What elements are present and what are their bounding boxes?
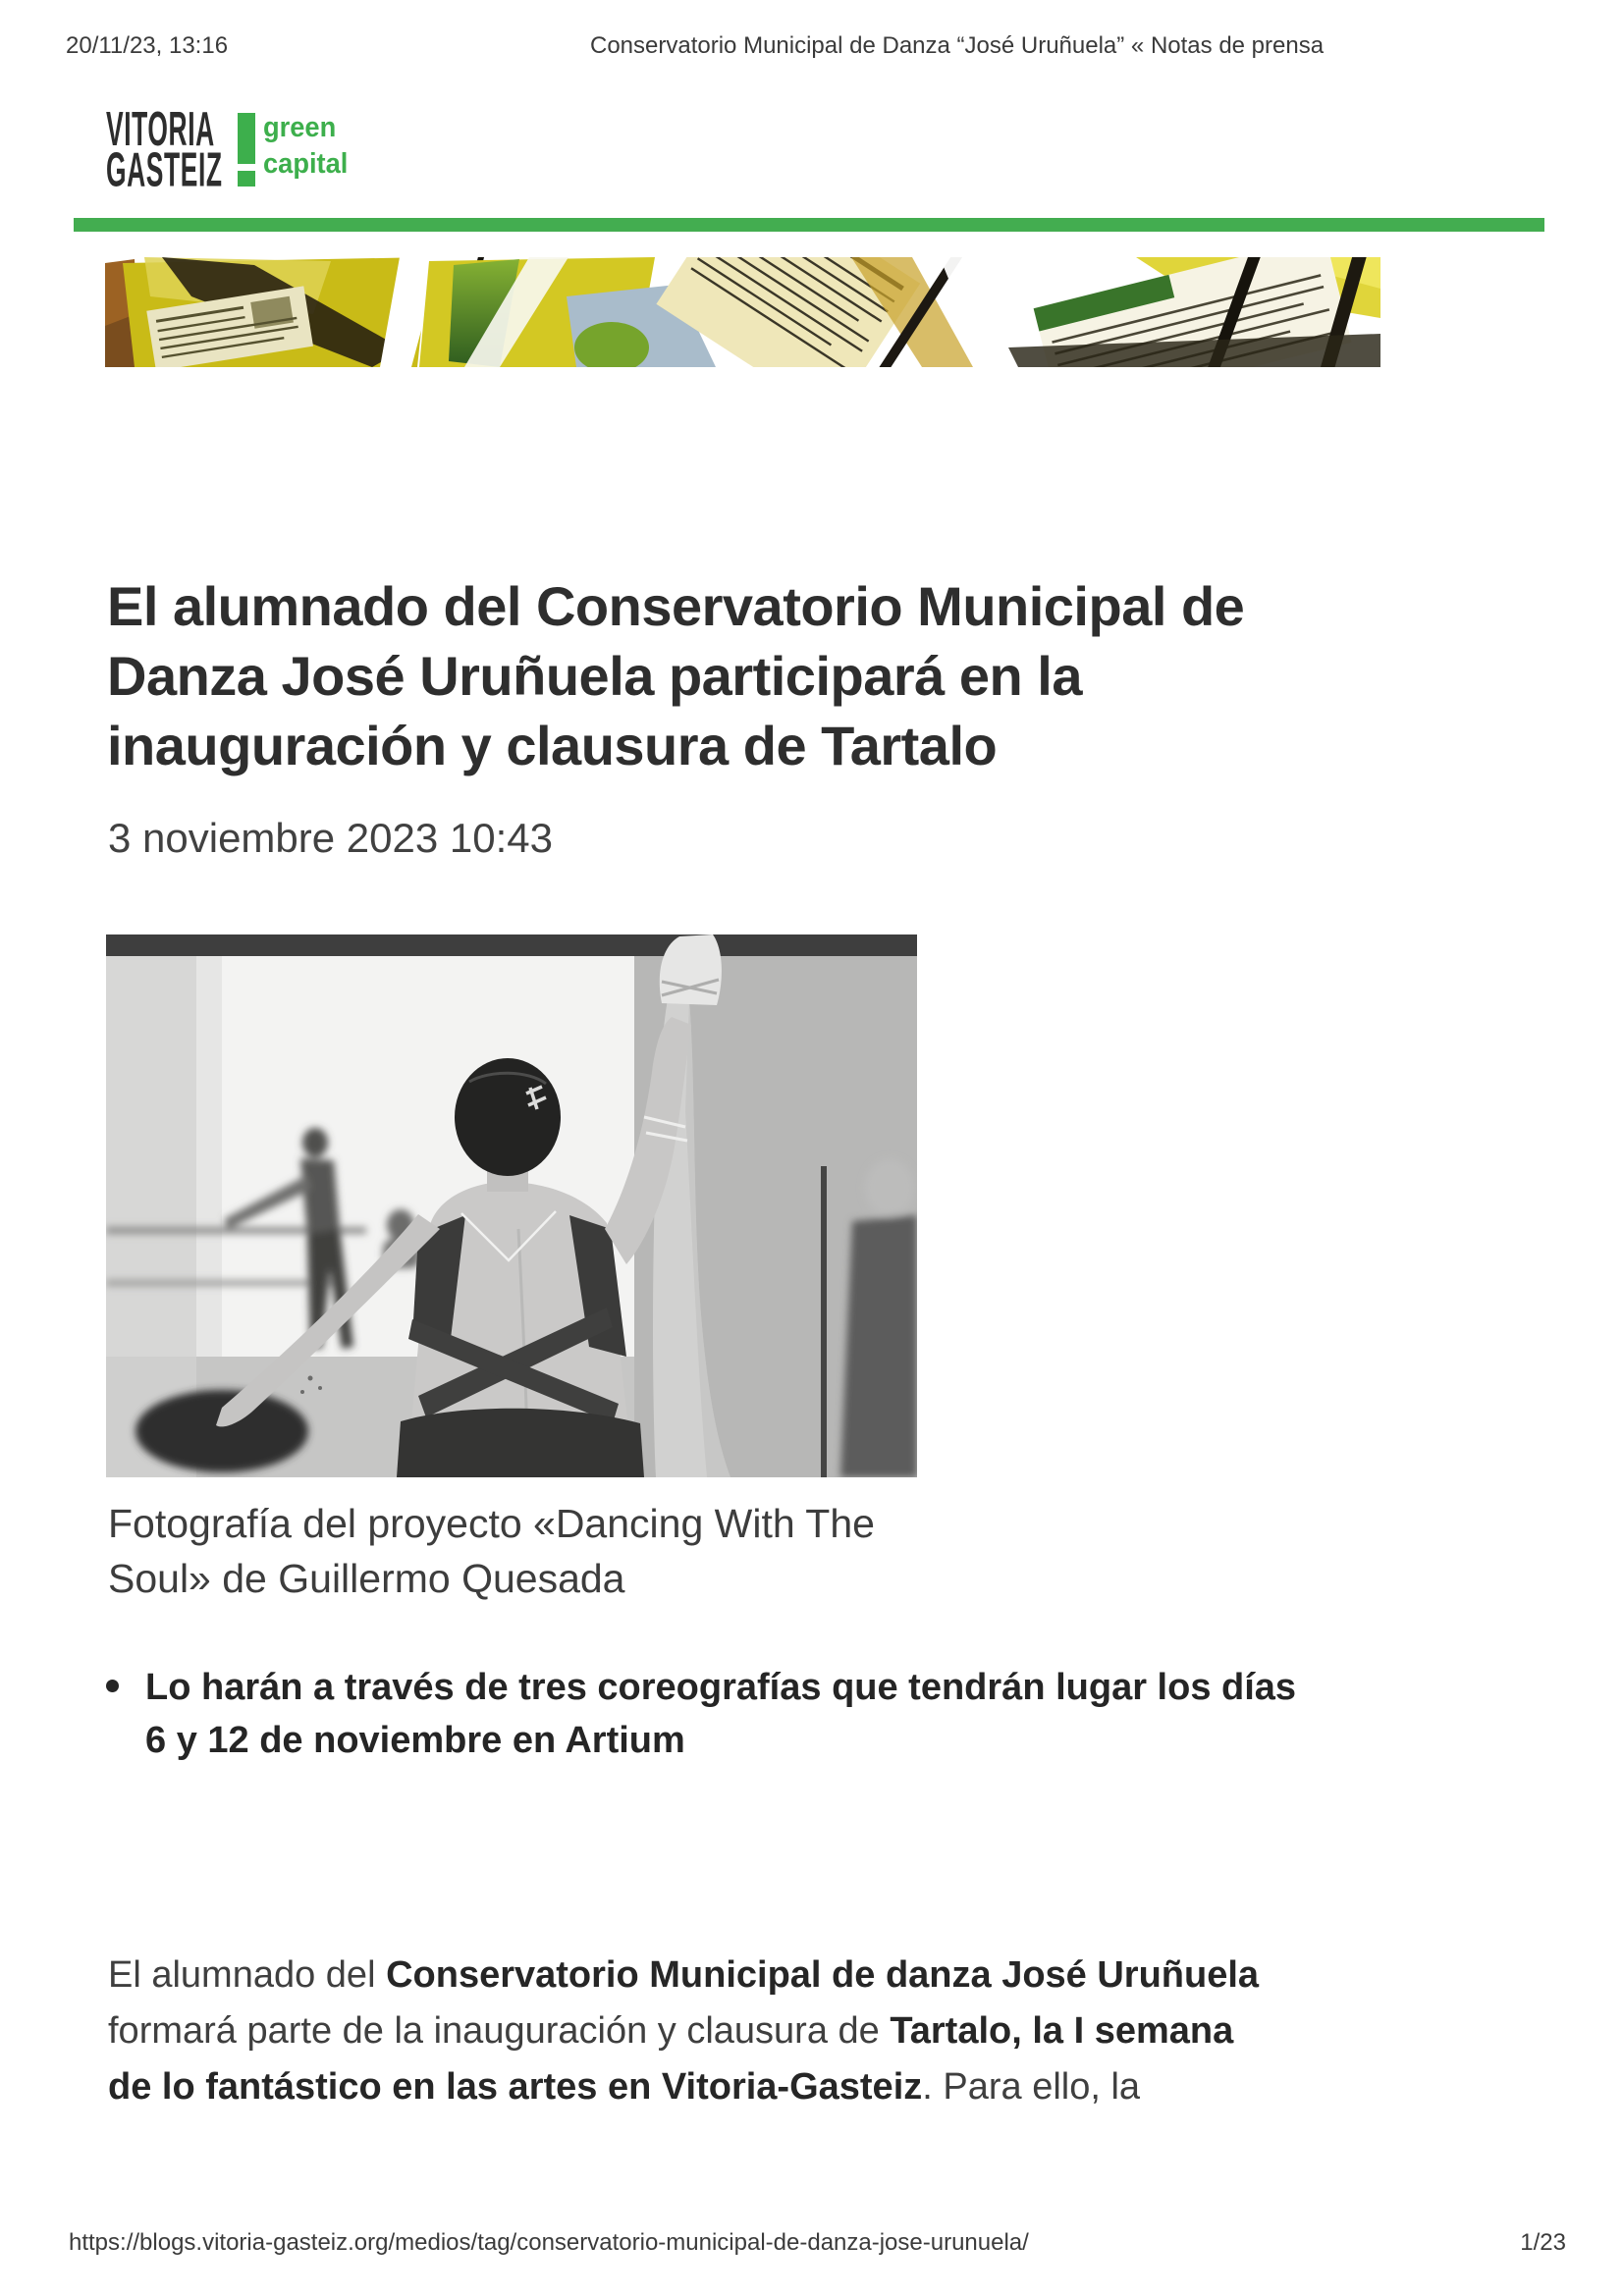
paragraph-line <box>108 2059 1259 2115</box>
paragraph-line <box>108 1948 1259 2003</box>
print-footer-url: https://blogs.vitoria-gasteiz.org/medios/tag/conservatorio-municipal-de-danza-jose-urunuela/ <box>69 2229 1029 2256</box>
photo-caption <box>108 1496 875 1606</box>
logo-green-capital <box>263 110 348 183</box>
paragraph-text: . Para ello, la <box>922 2066 1141 2108</box>
bullet-line: Lo harán a través de tres coreografías que tendrán lugar los días <box>145 1667 1297 1708</box>
logo-word-green: green <box>263 112 337 143</box>
logo-word-gasteiz: GASTEIZ <box>106 142 223 197</box>
dancer-photo-art <box>106 934 917 1477</box>
exclamation-dot <box>238 171 255 187</box>
photo-caption-line: Soul» de Guillermo Quesada <box>108 1556 625 1601</box>
exclamation-bar <box>238 113 255 164</box>
article-photo-dancer <box>106 934 917 1477</box>
press-collage-banner <box>105 257 1380 367</box>
article-title-line: El alumnado del Conservatorio Municipal de <box>107 575 1245 637</box>
paragraph-bold-text: Conservatorio Municipal de danza José Uruñuela <box>386 1954 1260 1996</box>
paragraph-bold-text: de lo fantástico en las artes en Vitoria-Gasteiz <box>108 2066 923 2108</box>
photo-caption-line: Fotografía del proyecto «Dancing With The <box>108 1501 875 1546</box>
vitoria-gasteiz-logo <box>106 102 381 197</box>
paragraph-line <box>108 2003 1259 2059</box>
article-title-line: Danza José Uruñuela participará en la <box>107 645 1082 707</box>
paragraph-text: formará parte de la inauguración y clausura de <box>108 2010 891 2052</box>
article-title-line: inauguración y clausura de Tartalo <box>107 715 998 776</box>
print-footer-page-number: 1/23 <box>1520 2229 1566 2256</box>
bullet-item <box>106 1661 1296 1767</box>
bullet-line: 6 y 12 de noviembre en Artium <box>145 1720 685 1761</box>
logo-word-capital: capital <box>263 148 349 180</box>
print-header-title: Conservatorio Municipal de Danza “José Uruñuela” « Notas de prensa <box>590 32 1325 59</box>
article-title <box>107 571 1244 780</box>
print-header-datetime: 20/11/23, 13:16 <box>66 32 229 59</box>
article-publish-date: 3 noviembre 2023 10:43 <box>108 815 553 861</box>
logo-wordmark <box>106 102 223 197</box>
green-divider-bar <box>74 218 1544 232</box>
exclamation-mark-icon <box>238 113 255 187</box>
paragraph-bold-text: Tartalo, la I semana <box>890 2010 1234 2052</box>
press-collage-art <box>105 257 1380 367</box>
article-paragraph <box>108 1948 1259 2115</box>
paragraph-text: El alumnado del <box>108 1954 387 1996</box>
logo-word-vitoria: VITORIA <box>106 102 215 157</box>
bullet-dot-icon <box>106 1680 119 1692</box>
